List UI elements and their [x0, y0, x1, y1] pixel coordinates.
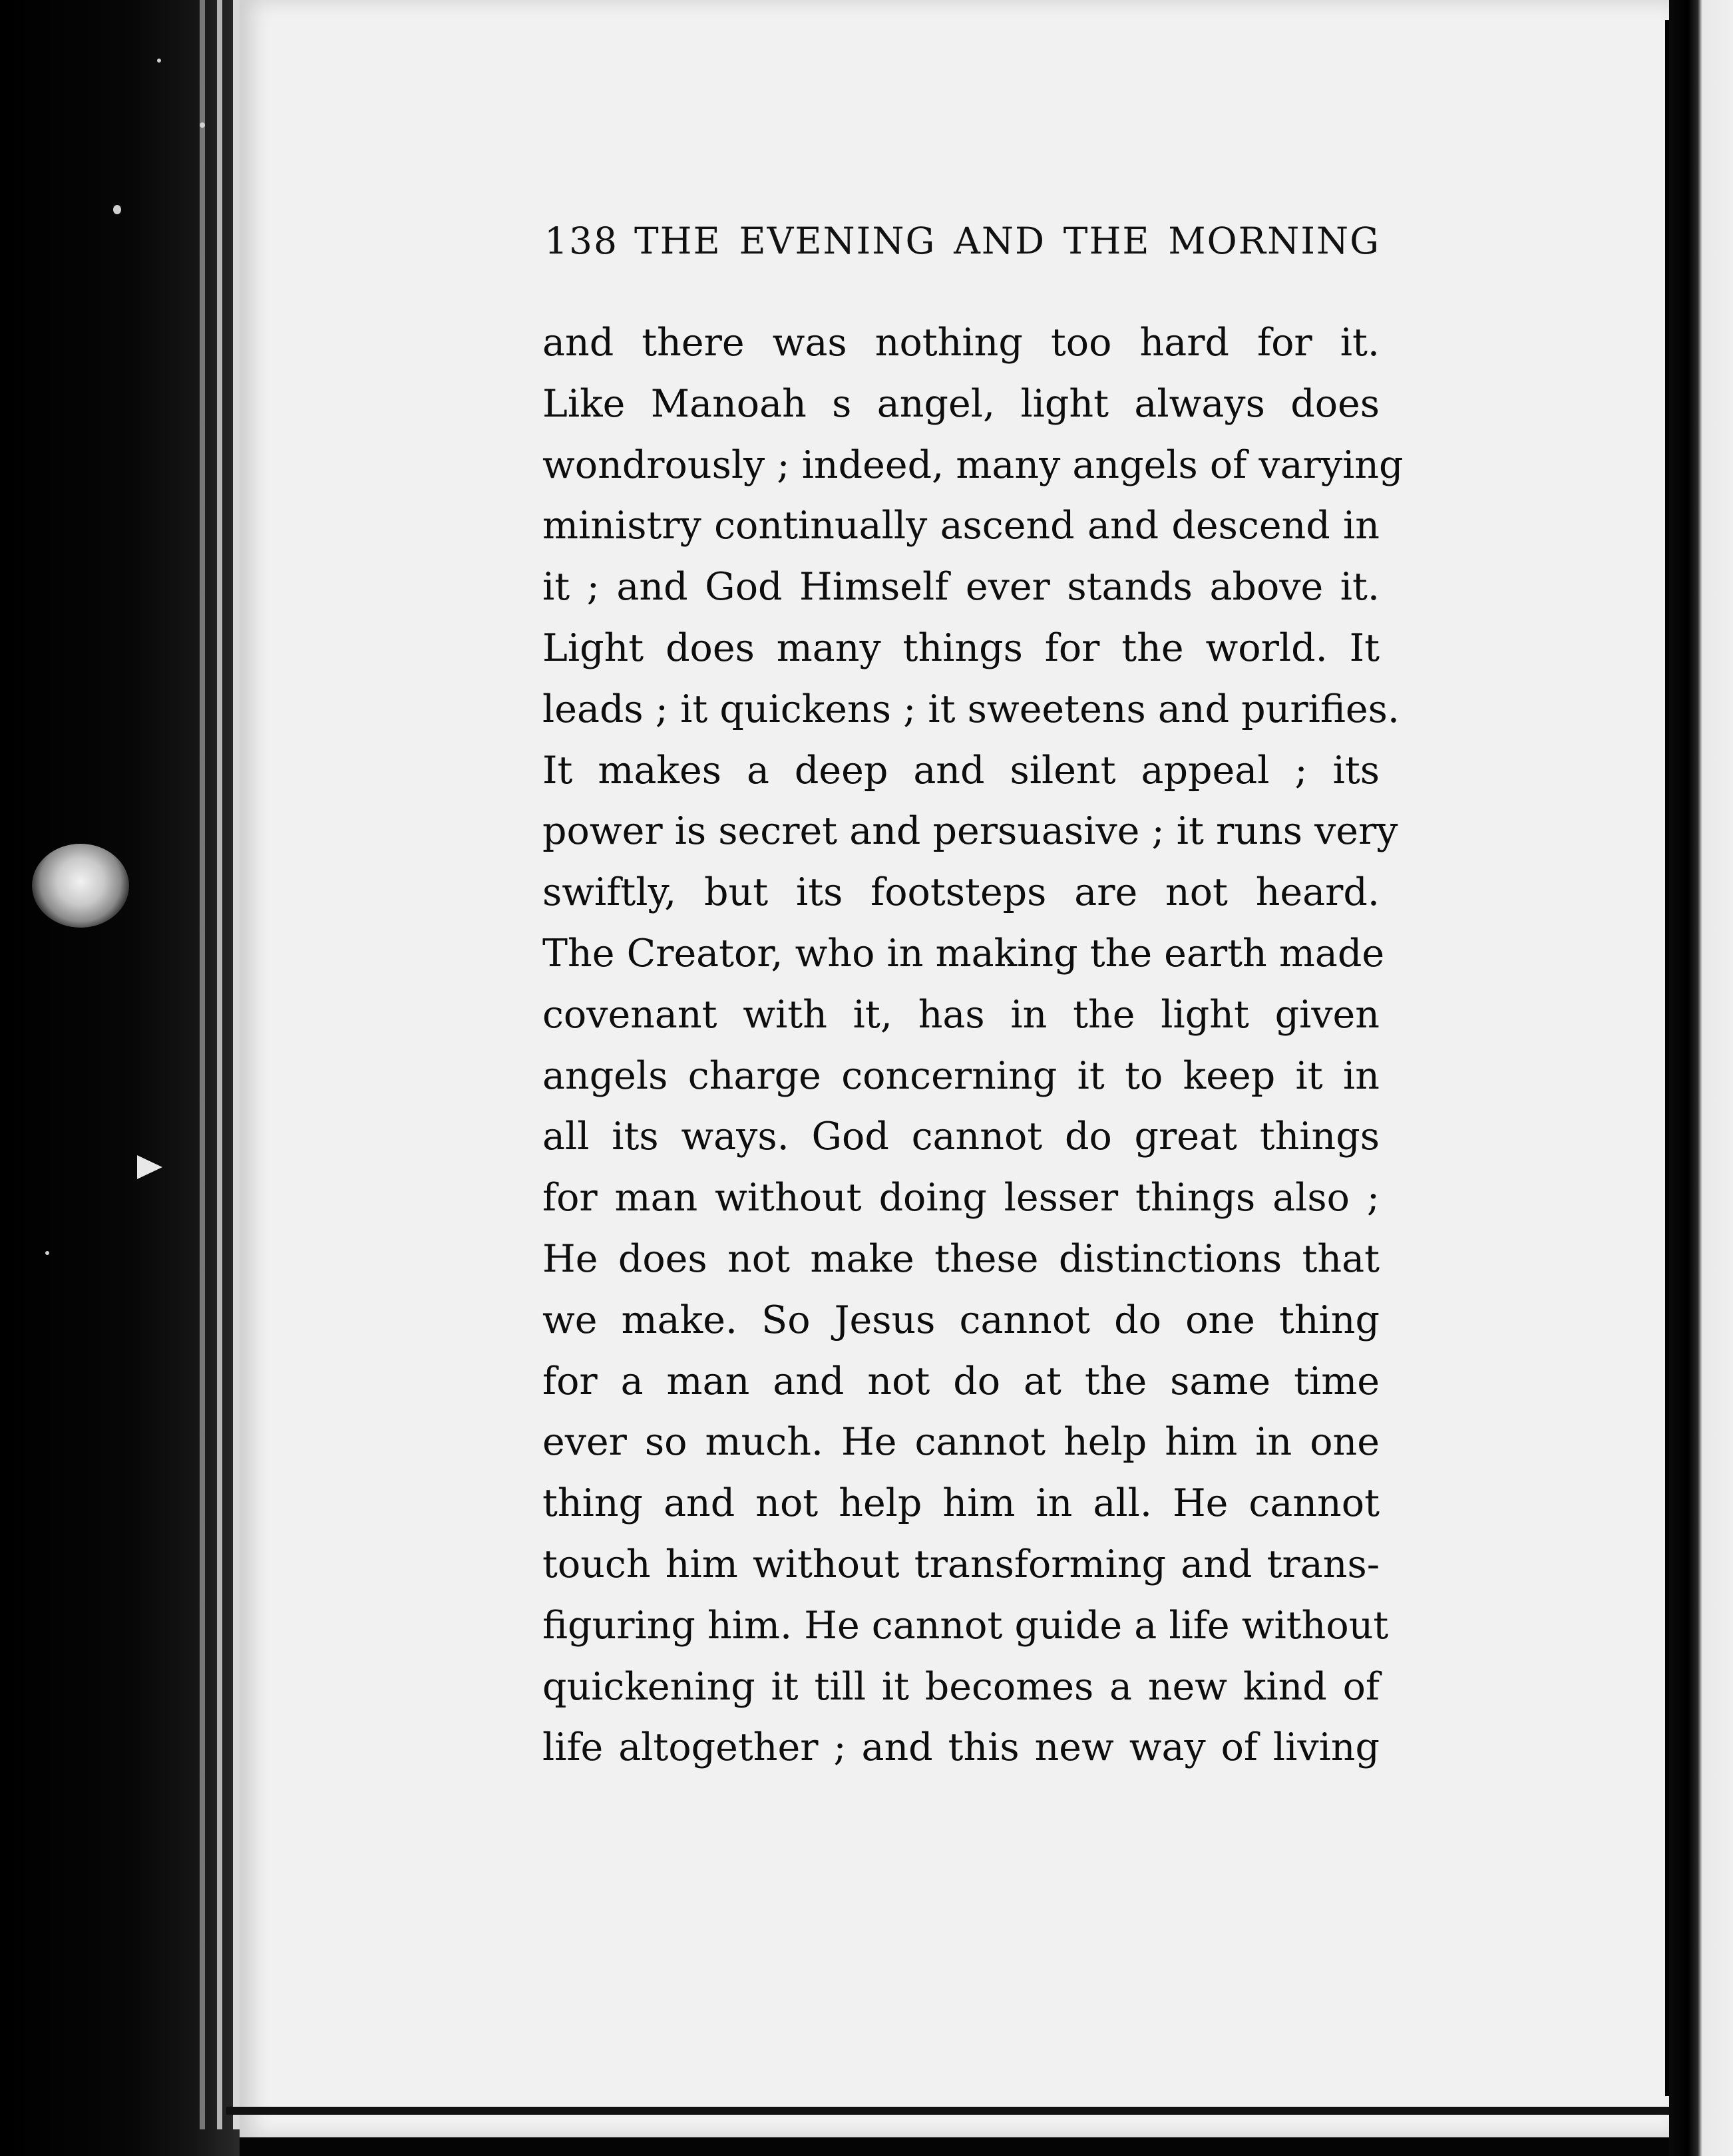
text-line: leads ; it quickens ; it sweetens and purifies.	[542, 687, 1400, 731]
text-line: He does not make these distinctions that	[542, 1236, 1380, 1281]
text-line: The Creator, who in making the earth made	[542, 931, 1385, 976]
text-line: quickening it till it becomes a new kind of	[542, 1664, 1380, 1709]
scan-mark	[137, 1155, 162, 1179]
text-line: swiftly, but its footsteps are not heard.	[542, 870, 1380, 915]
scan-speck	[113, 205, 121, 214]
book-title: THE EVENING AND THE MORNING	[634, 220, 1380, 262]
text-line: all its ways. God cannot do great things	[542, 1115, 1380, 1159]
text-line: ever so much. He cannot help him in one	[542, 1420, 1380, 1465]
body-text	[542, 313, 1404, 1779]
scan-blot	[32, 844, 129, 928]
text-line: life altogether ; and this new way of living	[542, 1725, 1380, 1770]
spine-line	[217, 0, 222, 2129]
text-line: for man without doing lesser things also ;	[542, 1176, 1380, 1220]
scan-speck	[45, 1251, 49, 1255]
text-line: figuring him. He cannot guide a life without	[542, 1603, 1389, 1648]
text-line: for a man and not do at the same time	[542, 1359, 1380, 1403]
text-line: Light does many things for the world. It	[542, 626, 1380, 670]
text-line: covenant with it, has in the light given	[542, 992, 1380, 1037]
running-head	[544, 220, 1380, 273]
book-binding	[0, 0, 240, 2156]
page-edge	[226, 2107, 1669, 2115]
text-line: it ; and God Himself ever stands above it.	[542, 565, 1380, 610]
text-line: ministry continually ascend and descend in	[542, 504, 1380, 548]
text-line: touch him without transforming and trans-	[542, 1542, 1380, 1586]
text-line: and there was nothing too hard for it.	[542, 321, 1380, 365]
text-line: thing and not help him in all. He cannot	[542, 1481, 1380, 1526]
text-line: power is secret and persuasive ; it runs very	[542, 809, 1398, 854]
text-line: angels charge concerning it to keep it in	[542, 1053, 1380, 1098]
scan-speck	[200, 122, 205, 128]
text-line: we make. So Jesus cannot do one thing	[542, 1298, 1380, 1342]
scan-speck	[157, 59, 161, 63]
spine-line	[200, 0, 205, 2129]
text-line: Like Manoah s angel, light always does	[542, 381, 1380, 426]
page-number: 138	[544, 220, 618, 262]
text-line: It makes a deep and silent appeal ; its	[542, 748, 1380, 793]
text-line: wondrously ; indeed, many angels of varying	[542, 443, 1404, 487]
facing-page-edge	[1669, 0, 1733, 2156]
